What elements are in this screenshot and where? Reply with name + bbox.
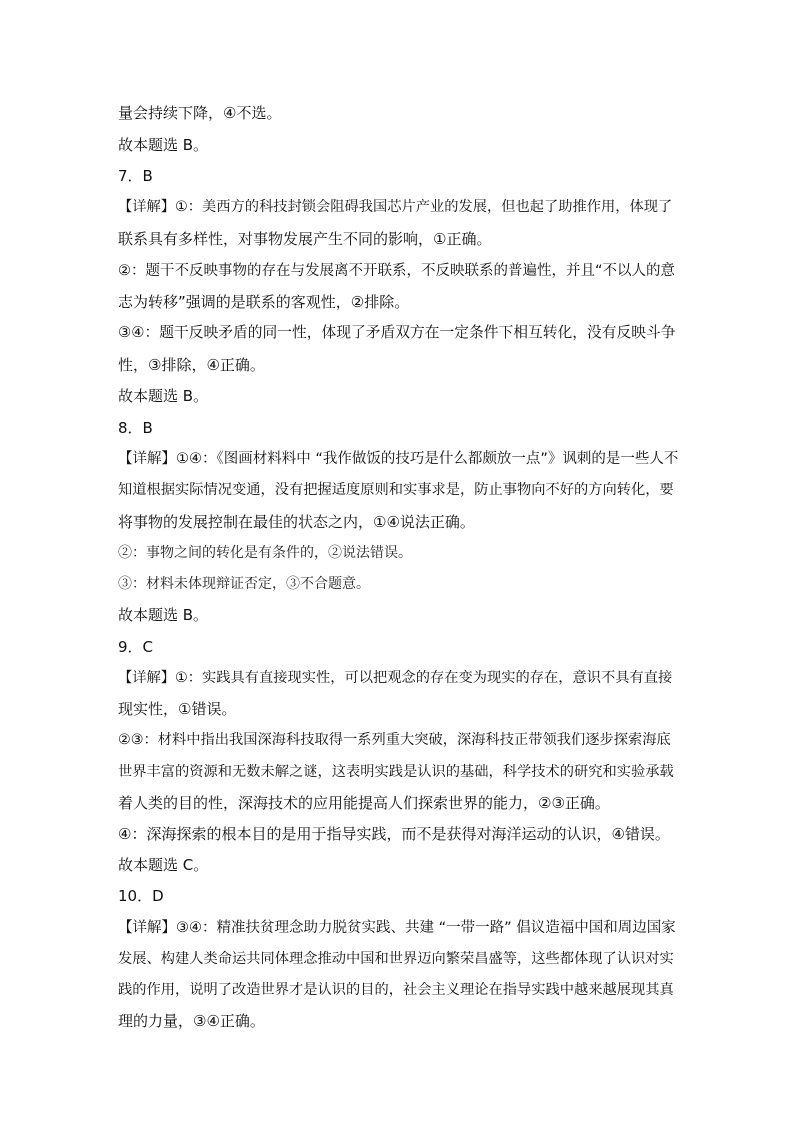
question-number: 8．B (118, 419, 153, 437)
text-line: 【详解】①：实践具有直接现实性，可以把观念的存在变为现实的存在，意识不具有直接 (118, 670, 673, 686)
text-line: 现实性，①错误。 (118, 700, 237, 718)
text-line: 将事物的发展控制在最佳的状态之内，①④说法正确。 (118, 513, 475, 531)
text-line: ③④：题干反映矛盾的同一性，体现了矛盾双方在一定条件下相互转化，没有反映斗争 (118, 324, 676, 341)
text-line: ④：深海探索的根本目的是用于指导实践，而不是获得对海洋运动的认识，④错误。 (118, 825, 670, 843)
question-number: 9．C (118, 638, 154, 656)
text-line: 性，③排除，④正确。 (118, 356, 265, 374)
text-line: 世界丰富的资源和无数未解之谜，这表明实践是认识的基础，科学技术的研究和实验承载 (118, 764, 674, 780)
text-line: 故本题选 B。 (118, 387, 209, 405)
question-number: 10．D (118, 887, 164, 905)
text-line: 【详解】①：美西方的科技封锁会阻碍我国芯片产业的发展，但也起了助推作用，体现了 (118, 199, 673, 215)
text-line: 理的力量，③④正确。 (118, 1012, 265, 1030)
text-line: 志为转移”强调的是联系的客观性，②排除。 (118, 293, 410, 311)
text-line: 故本题选 B。 (118, 606, 209, 624)
text-line: 【详解】③④：精准扶贫理念助力脱贫实践、共建 “一带一路” 倡议造福中国和周边国家 (118, 920, 676, 936)
text-line: ②：题干不反映事物的存在与发展离不开联系，不反映联系的普遍性，并且“不以人的意 (118, 263, 676, 279)
text-line: 着人类的目的性，深海技术的应用能提高人们探索世界的能力，②③正确。 (118, 794, 610, 812)
text-line: 故本题选 B。 (118, 136, 209, 154)
text-line: 知道根据实际情况变通，没有把握适度原则和实事求是，防止事物向不好的方向转化，要 (118, 482, 674, 498)
text-line: 量会持续下降，④不选。 (118, 104, 282, 122)
text-line: 发展、构建人类命运共同体理念推动中国和世界迈向繁荣昌盛等，这些都体现了认识对实 (118, 951, 674, 967)
text-line: 【详解】①④：《图画材料料中 “我作做饭的技巧是什么都颇放一点”》讽刺的是一些人不 (118, 451, 679, 467)
text-line: 践的作用，说明了改造世界才是认识的目的，社会主义理论在指导实践中越来越展现其真 (118, 982, 674, 998)
text-line: 故本题选 C。 (118, 856, 209, 874)
text-line: 联系具有多样性，对事物发展产生不同的影响，①正确。 (118, 230, 492, 248)
question-number: 7．B (118, 167, 153, 185)
text-line: ②③：材料中指出我国深海科技取得一系列重大突破，深海科技正带领我们逐步探索海底 (118, 732, 671, 748)
text-line: ②：事物之间的转化是有条件的，②说法错误。 (118, 545, 412, 561)
text-line: ③：材料未体现辩证否定，③不合题意。 (118, 576, 370, 592)
